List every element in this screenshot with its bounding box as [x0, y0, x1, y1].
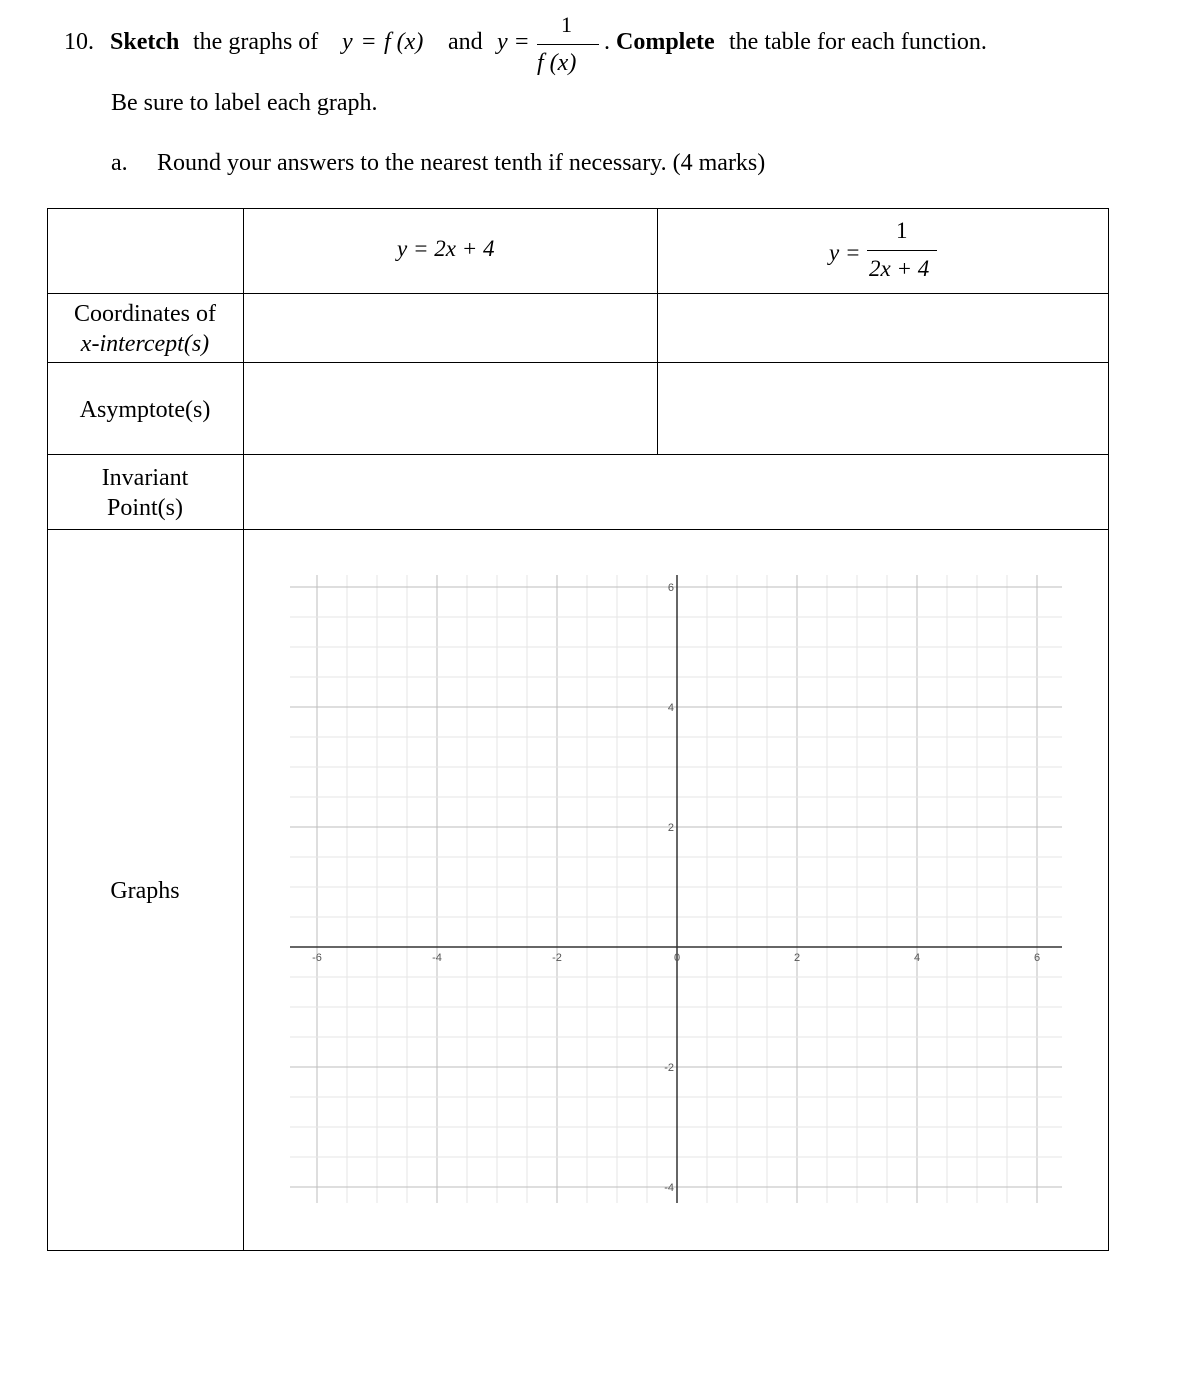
question-text-1: the graphs of — [193, 29, 319, 55]
x-tick-label: 6 — [1033, 952, 1041, 964]
word-and: and — [448, 29, 483, 55]
eq1-equals: = — [362, 29, 376, 55]
table-border-top — [47, 208, 1109, 209]
y-tick-label: 2 — [667, 822, 674, 834]
question-verb: Sketch — [110, 29, 180, 55]
header-reciprocal-denominator: 2x + 4 — [869, 256, 930, 281]
eq1-rhs: f (x) — [384, 29, 424, 55]
question-number: 10. — [64, 29, 94, 55]
eq2-equals: = — [515, 29, 529, 55]
table-row-divider-4 — [47, 529, 1109, 530]
y-tick-label: -4 — [664, 1182, 674, 1194]
label-x-intercepts-line2: x-intercept(s) — [80, 331, 210, 357]
header-reciprocal-bar — [867, 250, 937, 251]
eq2-fraction-bar — [537, 44, 599, 45]
label-invariant-points — [47, 463, 243, 523]
y-tick-label: 6 — [667, 582, 674, 594]
x-tick-label: 4 — [913, 952, 921, 964]
answer-asym-linear[interactable] — [244, 363, 657, 454]
eq2-denominator: f (x) — [537, 50, 577, 76]
y-tick-label: 4 — [667, 702, 674, 714]
label-asymptotes: Asymptote(s) — [79, 397, 211, 423]
table-border-left — [47, 208, 48, 1251]
answer-xint-reciprocal[interactable] — [658, 294, 1108, 362]
x-tick-label: 0 — [673, 952, 681, 964]
question-period: . — [604, 29, 610, 55]
label-graphs: Graphs — [110, 878, 180, 904]
eq2-y: y — [497, 29, 508, 55]
answer-invariant-points[interactable] — [244, 455, 1108, 529]
part-instruction: Round your answers to the nearest tenth if necessary. (4 marks) — [157, 150, 766, 176]
graph-grid[interactable] — [290, 575, 1064, 1205]
header-linear-text: y = 2x + 4 — [397, 236, 495, 261]
header-reciprocal-numerator: 1 — [896, 218, 908, 243]
table-border-right — [1108, 208, 1109, 1251]
x-tick-label: 2 — [793, 952, 801, 964]
instruction-label: Be sure to label each graph. — [111, 90, 378, 116]
answer-xint-linear[interactable] — [244, 294, 657, 362]
x-tick-label: -4 — [432, 952, 442, 964]
y-tick-label: -2 — [664, 1062, 674, 1074]
label-invariant-line2: Point(s) — [106, 495, 183, 521]
label-x-intercepts — [47, 299, 243, 359]
eq2-numerator: 1 — [561, 12, 572, 37]
header-reciprocal-y: y = — [829, 240, 861, 265]
x-tick-label: -2 — [552, 952, 562, 964]
x-tick-label: -6 — [312, 952, 322, 964]
table-border-bottom — [47, 1250, 1109, 1251]
label-x-intercepts-line1: Coordinates of — [74, 301, 216, 327]
part-letter: a. — [111, 150, 128, 176]
label-invariant-line1: Invariant — [101, 465, 189, 491]
question-complete: Complete — [616, 29, 715, 55]
answer-asym-reciprocal[interactable] — [658, 363, 1108, 454]
question-text-2: the table for each function. — [729, 29, 987, 55]
eq1-y: y — [342, 29, 353, 55]
